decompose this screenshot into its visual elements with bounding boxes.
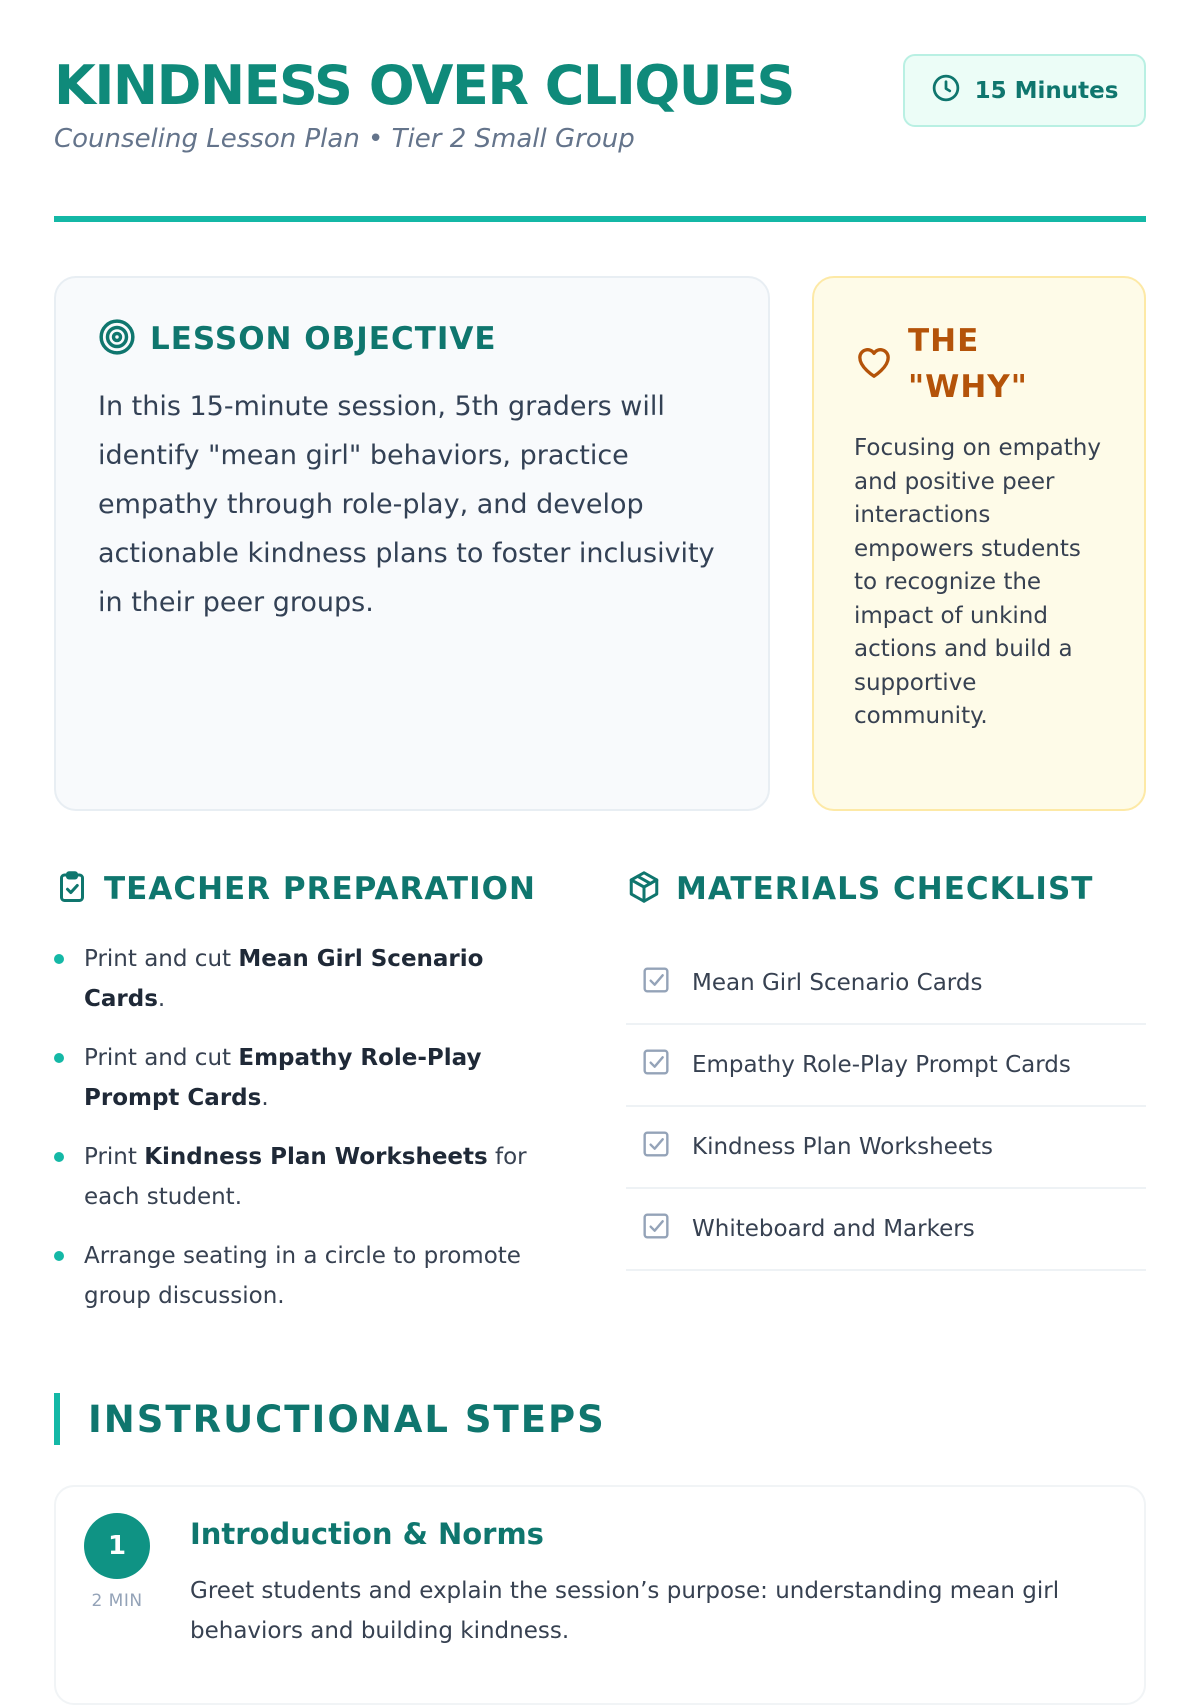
checklist-label: Empathy Role-Play Prompt Cards	[692, 1052, 1071, 1078]
page-header	[54, 0, 1146, 222]
list-item: Print and cut Empathy Role-Play Prompt Cards.	[54, 1038, 564, 1118]
checklist-item[interactable]	[626, 1107, 1146, 1189]
checklist-item[interactable]	[626, 943, 1146, 1025]
objective-card	[54, 276, 770, 811]
package-icon	[626, 869, 662, 909]
materials-title: MATERIALS CHECKLIST	[676, 871, 1094, 907]
steps-title: INSTRUCTIONAL STEPS	[88, 1397, 606, 1441]
step-card	[54, 1485, 1146, 1705]
preparation-title: TEACHER PREPARATION	[104, 871, 536, 907]
why-header	[854, 318, 1104, 410]
overview-row	[54, 276, 1146, 811]
page-subtitle: Counseling Lesson Plan • Tier 2 Small Group	[54, 124, 635, 154]
why-title	[908, 318, 1028, 410]
checkbox-icon[interactable]	[640, 964, 672, 1002]
checklist-item[interactable]	[626, 1189, 1146, 1271]
heart-icon	[854, 342, 894, 386]
teacher-preparation	[54, 867, 564, 1335]
why-title-line-1: THE	[908, 323, 980, 359]
materials-header	[626, 867, 1146, 911]
objective-text: In this 15-minute session, 5th graders will identify "mean girl" behaviors, practice empathy through role-play, and develop actionable kindness plans to foster inclusivity in their peer groups.	[98, 391, 715, 618]
materials-list	[626, 943, 1146, 1271]
steps-header	[54, 1393, 1146, 1445]
why-text: Focusing on empathy and positive peer interactions empowers students to recognize the impact of unkind actions and build a supportive community.	[854, 435, 1101, 729]
list-item: Print and cut Mean Girl Scenario Cards.	[54, 939, 564, 1019]
checkbox-icon[interactable]	[640, 1210, 672, 1248]
duration-text: 15 Minutes	[974, 77, 1119, 104]
checklist-label: Mean Girl Scenario Cards	[692, 970, 983, 996]
clock-icon	[931, 73, 961, 109]
prep-materials-row	[54, 867, 1146, 1335]
why-card	[812, 276, 1146, 811]
step-body	[190, 1513, 1116, 1663]
checkbox-icon[interactable]	[640, 1128, 672, 1166]
step-text: Greet students and explain the session’s purpose: understanding mean girl behaviors and building kindness.	[190, 1578, 1060, 1644]
checklist-item[interactable]	[626, 1025, 1146, 1107]
clipboard-check-icon	[54, 869, 90, 909]
why-title-line-2: "WHY"	[908, 369, 1028, 405]
target-icon	[98, 318, 136, 360]
materials-checklist	[626, 867, 1146, 1335]
objective-title: LESSON OBJECTIVE	[150, 321, 497, 357]
list-item: Print Kindness Plan Worksheets for each student.	[54, 1137, 564, 1217]
step-title: Introduction & Norms	[190, 1517, 544, 1551]
step-number: 1	[84, 1513, 150, 1579]
step-duration: 2 MIN	[91, 1591, 143, 1611]
preparation-list	[54, 939, 564, 1316]
checkbox-icon[interactable]	[640, 1046, 672, 1084]
preparation-header	[54, 867, 564, 911]
objective-header	[98, 318, 726, 360]
checklist-label: Kindness Plan Worksheets	[692, 1134, 993, 1160]
page-title: KINDNESS OVER CLIQUES	[54, 54, 794, 117]
list-item: Arrange seating in a circle to promote group discussion.	[54, 1236, 564, 1316]
step-marker	[84, 1513, 150, 1663]
duration-badge	[903, 54, 1146, 127]
checklist-label: Whiteboard and Markers	[692, 1216, 975, 1242]
